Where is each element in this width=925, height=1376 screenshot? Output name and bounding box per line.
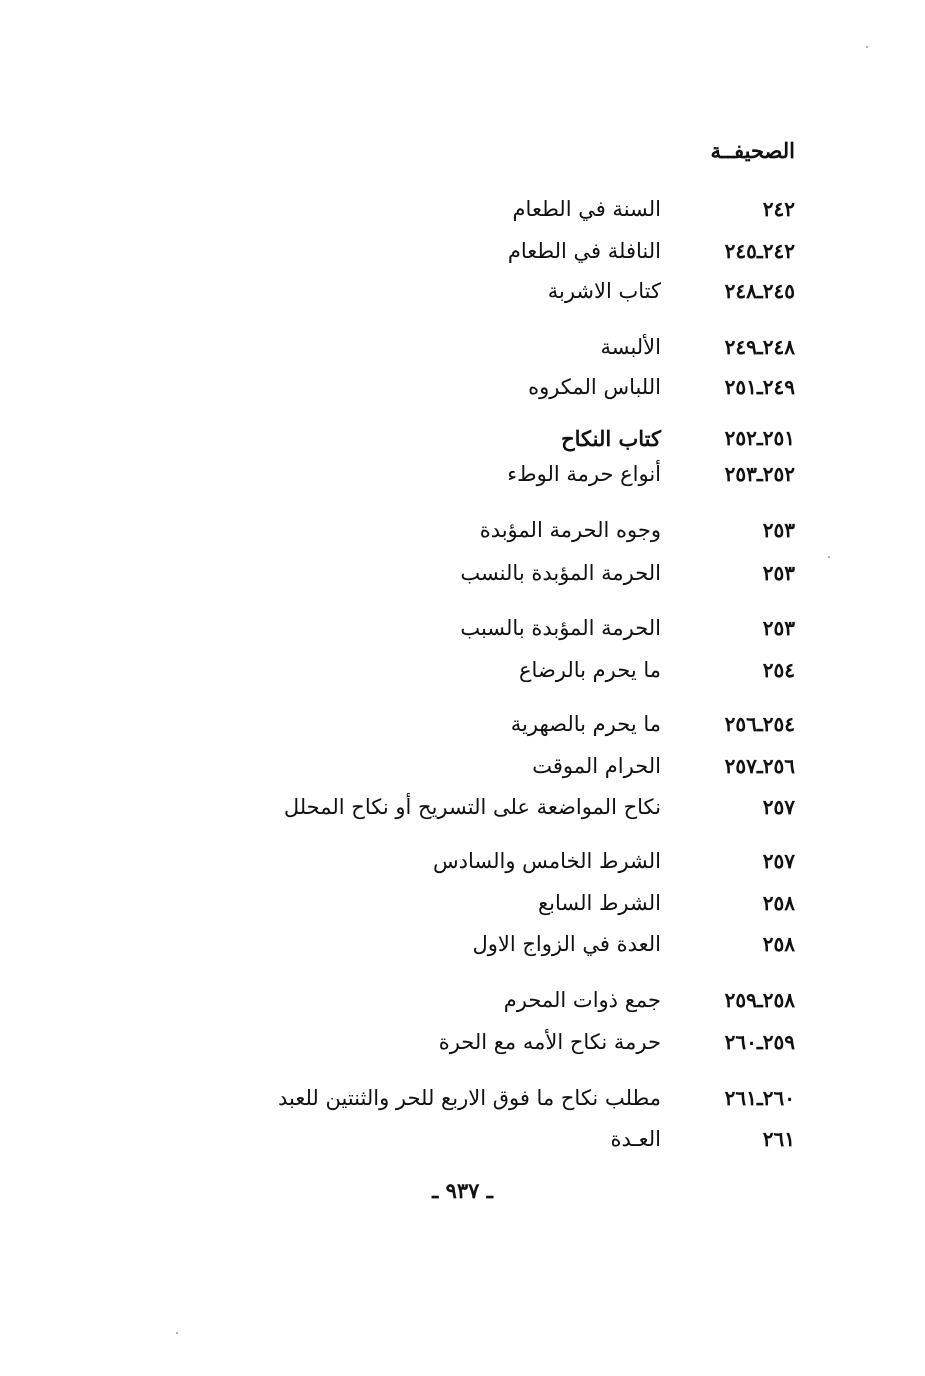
- entry-title: حرمة نكاح الأمه مع الحرة: [438, 1030, 661, 1054]
- index-entry: [284, 789, 795, 825]
- entry-page-range: ٢٤٨ـ٢٤٩: [724, 335, 795, 359]
- entry-page-range: ٢٦٠ـ٢٦١: [724, 1086, 795, 1110]
- entry-title: الحرام الموقت: [532, 754, 661, 778]
- index-entry: [532, 748, 795, 784]
- scan-speck: [176, 1332, 178, 1334]
- entry-page-range: ٢٥٣: [762, 561, 795, 585]
- entry-page-range: ٢٥٣: [762, 616, 795, 640]
- entry-title: نكاح المواضعة على التسريح أو نكاح المحلل: [283, 795, 661, 819]
- entry-title: وجوه الحرمة المؤبدة: [479, 518, 661, 542]
- entry-page-range: ٢٥٨: [762, 891, 795, 915]
- entry-page-range: ٢٥٢ـ٢٥٣: [724, 462, 795, 486]
- entry-title: السنة في الطعام: [512, 197, 661, 221]
- index-entry: [513, 191, 795, 227]
- index-entry: [433, 843, 795, 879]
- index-entry: [528, 369, 795, 405]
- entry-title: العـدة: [610, 1127, 661, 1151]
- scan-speck: [828, 556, 830, 558]
- entry-page-range: ٢٦١: [762, 1127, 795, 1151]
- index-entry: [600, 329, 795, 365]
- entry-page-range: ٢٥٧: [762, 795, 795, 819]
- index-entry: [480, 512, 795, 548]
- index-entry: [504, 982, 795, 1018]
- entry-page-range: ٢٥١ـ٢٥٢: [724, 426, 795, 450]
- entry-page-range: ٢٥٤ـ٢٥٦: [724, 712, 795, 736]
- entry-page-range: ٢٥٨: [762, 932, 795, 956]
- index-entry: [538, 885, 795, 921]
- entry-page-range: ٢٥٨ـ٢٥٩: [724, 988, 795, 1012]
- scan-speck: [866, 46, 868, 48]
- entry-title: الحرمة المؤبدة بالنسب: [460, 561, 661, 585]
- entry-page-range: ٢٥٩ـ٢٦٠: [724, 1030, 795, 1054]
- entry-title: مطلب نكاح ما فوق الاربع للحر والثنتين للعبد: [277, 1086, 661, 1110]
- entry-page-range: ٢٤٥ـ٢٤٨: [724, 279, 795, 303]
- index-entry: [561, 420, 795, 456]
- entry-title: العدة في الزواج الاول: [472, 932, 661, 956]
- entry-title: الحرمة المؤبدة بالسبب: [460, 616, 661, 640]
- entry-page-range: ٢٥٦ـ٢٥٧: [724, 754, 795, 778]
- index-entry: [472, 926, 795, 962]
- entry-title: ما يحرم بالرضاع: [519, 658, 661, 682]
- entry-title: الألبسة: [600, 335, 661, 359]
- entry-page-range: ٢٥٧: [762, 849, 795, 873]
- index-entry: [519, 652, 795, 688]
- index-entry: [278, 1080, 795, 1116]
- entry-title: الشرط السابع: [537, 891, 661, 915]
- entry-title: جمع ذوات المحرم: [503, 988, 661, 1012]
- index-entry: [460, 555, 795, 591]
- entry-title: اللباس المكروه: [528, 375, 661, 399]
- entry-title: كتاب الاشربة: [547, 279, 661, 303]
- entry-page-range: ٢٥٣: [762, 518, 795, 542]
- index-entry: [548, 273, 795, 309]
- index-entry: [460, 610, 795, 646]
- entry-title: النافلة في الطعام: [507, 239, 661, 263]
- entry-title: كتاب النكاح: [561, 425, 661, 451]
- page-column-header: الصحيفــة: [710, 138, 795, 163]
- page-number: ـ ٩٣٧ ـ: [432, 1178, 493, 1203]
- index-entry: [439, 1024, 795, 1060]
- entry-page-range: ٢٥٤: [762, 658, 795, 682]
- entry-title: الشرط الخامس والسادس: [432, 849, 661, 873]
- entry-page-range: ٢٤٢: [762, 197, 795, 221]
- entry-page-range: ٢٤٢ـ٢٤٥: [724, 239, 795, 263]
- entry-page-range: ٢٤٩ـ٢٥١: [724, 375, 795, 399]
- index-entry: [610, 1121, 795, 1157]
- index-entry: [511, 706, 795, 742]
- entry-title: أنواع حرمة الوطء: [507, 462, 661, 486]
- entry-title: ما يحرم بالصهرية: [510, 712, 661, 736]
- index-entry: [508, 233, 795, 269]
- index-entry: [507, 456, 795, 492]
